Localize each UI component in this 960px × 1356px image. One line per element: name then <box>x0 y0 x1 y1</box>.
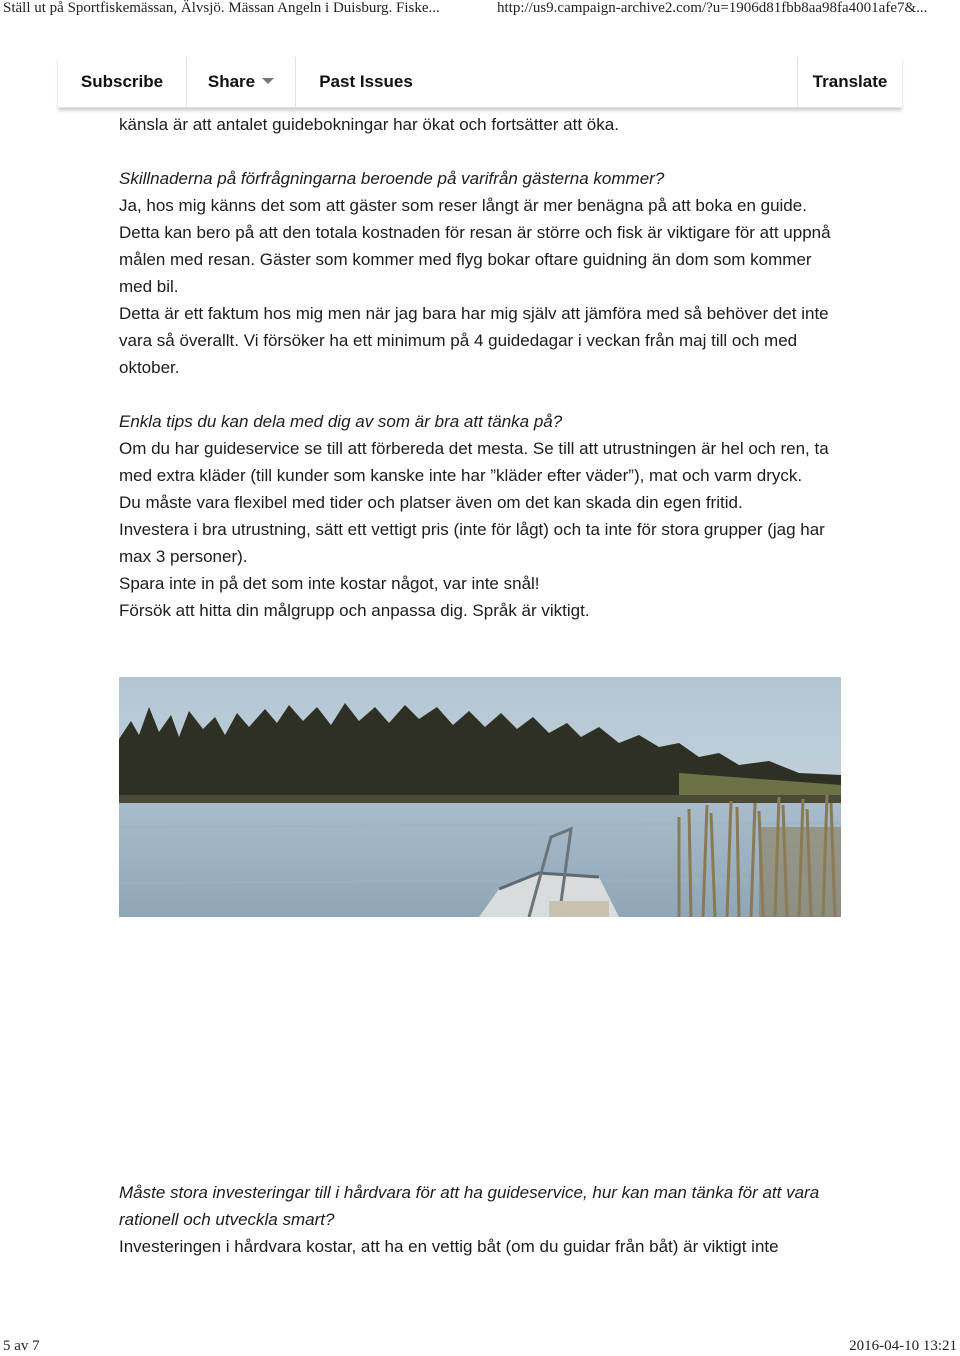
print-header <box>0 0 960 20</box>
article-body-bottom <box>119 1179 841 1260</box>
campaign-nav-bar <box>58 57 902 108</box>
body-paragraph: Investeringen i hårdvara kostar, att ha en vettig båt (om du guidar från båt) är viktigt inte <box>119 1237 779 1256</box>
body-paragraph: Detta är ett faktum hos mig men när jag bara har mig själv att jämföra med så behöver det inte vara så överallt. Vi försöker ha ett minimum på 4 guidedagar i veckan från maj till och med oktober. <box>119 304 829 377</box>
section-question: Måste stora investeringar till i hårdvara för att ha guideservice, hur kan man tänka för att vara rationell och utveckla smart? <box>119 1183 820 1229</box>
lake-photo <box>119 677 841 917</box>
body-paragraph: Spara inte in på det som inte kostar något, var inte snål! <box>119 574 540 593</box>
past-issues-label: Past Issues <box>319 72 413 91</box>
print-page-url: http://us9.campaign-archive2.com/?u=1906d81fbb8aa98fa4001afe7&... <box>497 0 928 16</box>
body-paragraph: Försök att hitta din målgrupp och anpassa dig. Språk är viktigt. <box>119 601 590 620</box>
body-paragraph: Ja, hos mig känns det som att gäster som reser långt är mer benägna på att boka en guide. Detta kan bero på att den totala kostnaden för resan är större och fisk är viktigare för att uppnå målen med resan. Gäster som kommer med flyg bokar oftare guidning än dom som kommer med bil. <box>119 196 831 296</box>
body-paragraph: Om du har guideservice se till att förbereda det mesta. Se till att utrustningen är hel och ren, ta med extra kläder (till kunder som kanske inte har ”kläder efter väder”), mat och varm dryck. <box>119 439 829 485</box>
print-page-title: Ställ ut på Sportfiskemässan, Älvsjö. Mässan Angeln i Duisburg. Fiske... <box>3 0 440 16</box>
body-paragraph: Du måste vara flexibel med tider och platser även om det kan skada din egen fritid. <box>119 493 743 512</box>
print-page-number: 5 av 7 <box>3 1338 40 1354</box>
print-datetime: 2016-04-10 13:21 <box>849 1338 957 1354</box>
share-label: Share <box>207 72 256 91</box>
article-body-top <box>119 111 841 624</box>
body-paragraph: Investera i bra utrustning, sätt ett vettigt pris (inte för lågt) och ta inte för stora grupper (jag har max 3 personer). <box>119 520 825 566</box>
body-paragraph: känsla är att antalet guidebokningar har ökat och fortsätter att öka. <box>119 115 619 134</box>
past-issues-link[interactable] <box>296 57 436 107</box>
section-question: Enkla tips du kan dela med dig av som är bra att tänka på? <box>119 412 563 431</box>
subscribe-label: Subscribe <box>80 72 164 91</box>
translate-label: Translate <box>812 72 888 91</box>
share-dropdown[interactable] <box>187 57 295 107</box>
subscribe-link[interactable] <box>58 57 186 107</box>
print-footer <box>0 1338 960 1356</box>
section-question: Skillnaderna på förfrågningarna beroende på varifrån gästerna kommer? <box>119 169 665 188</box>
translate-dropdown[interactable] <box>798 57 902 107</box>
caret-down-icon <box>262 78 274 84</box>
